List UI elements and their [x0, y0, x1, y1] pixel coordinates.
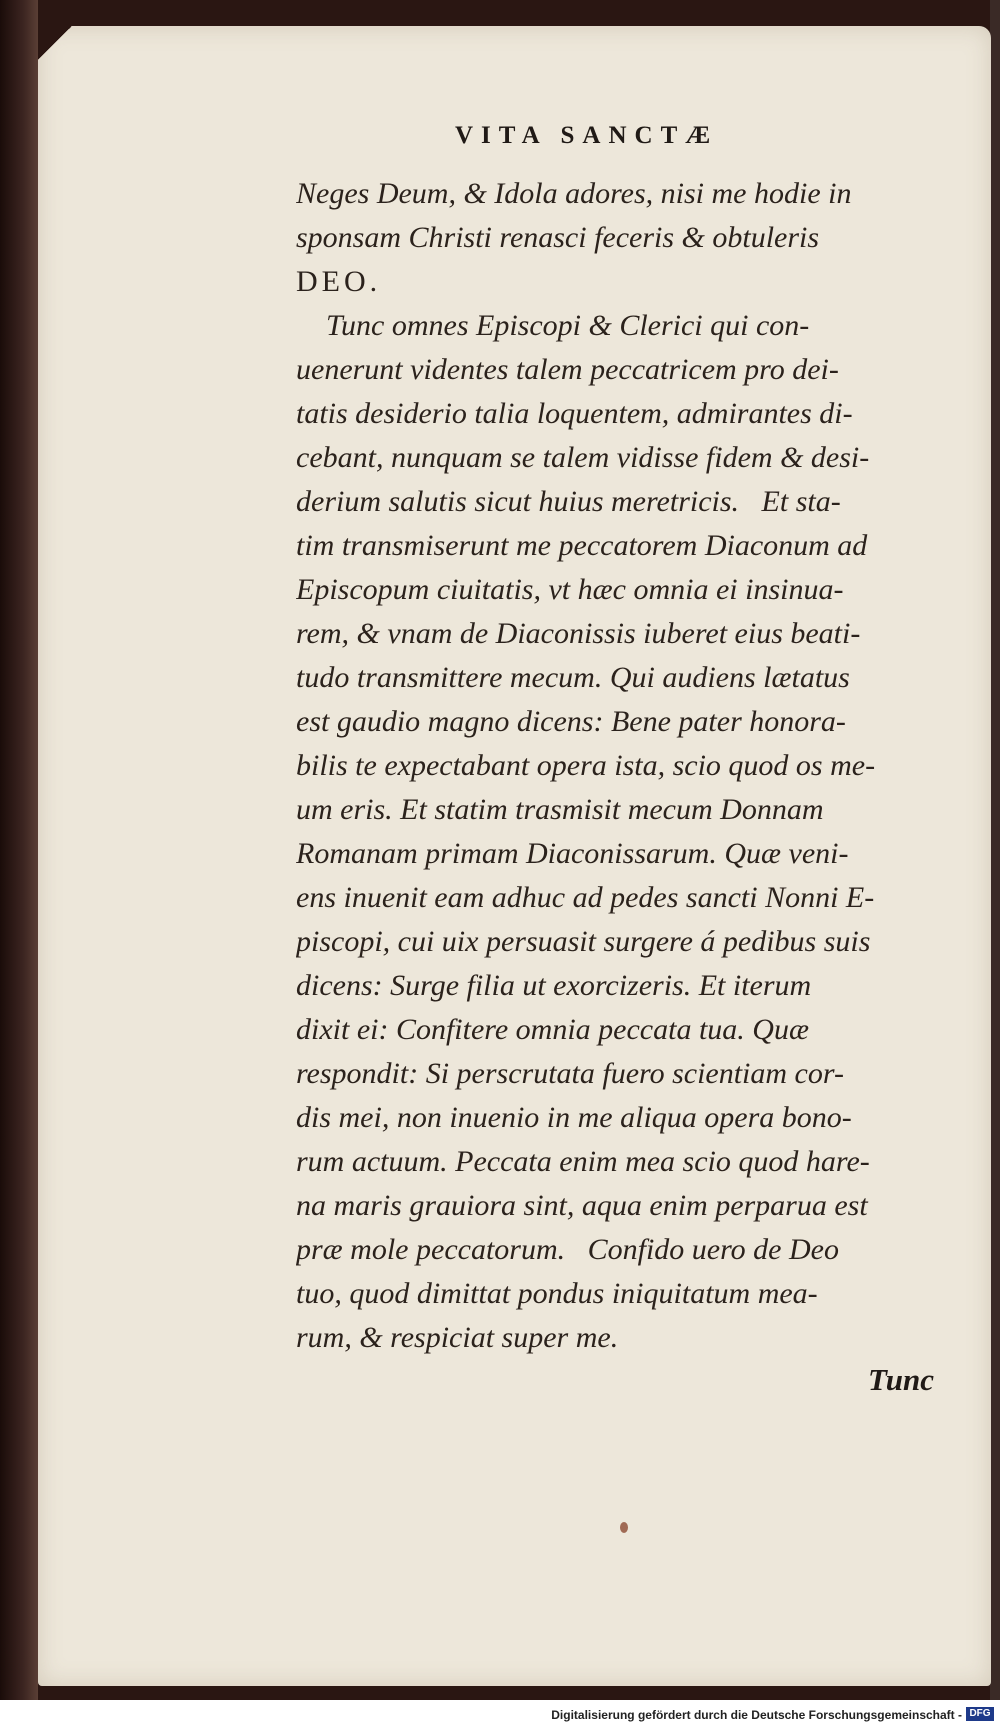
- text-line: Episcopum ciuitatis, vt hæc omnia ei insinua-: [296, 573, 844, 606]
- text-line: derium salutis sicut huius meretricis. Et sta-: [296, 485, 841, 518]
- catchword: Tunc: [868, 1362, 935, 1397]
- text-line: præ mole peccatorum. Confido uero de Deo: [296, 1233, 839, 1266]
- page-edge-shadow: [990, 0, 1000, 1700]
- text-line: rum actuum. Peccata enim mea scio quod hare-: [296, 1145, 870, 1178]
- text-line: Neges Deum, & Idola adores, nisi me hodie in: [296, 177, 852, 210]
- text-line: dicens: Surge filia ut exorcizeris. Et iterum: [296, 969, 812, 1002]
- text-line: tuo, quod dimittat pondus iniquitatum mea-: [296, 1277, 818, 1310]
- digitization-credit: Digitalisierung gefördert durch die Deutsche Forschungsgemeinschaft -: [551, 1708, 962, 1722]
- text-line: cebant, nunquam se talem vidisse fidem & desi-: [296, 441, 870, 474]
- text-line: um eris. Et statim trasmisit mecum Donnam: [296, 793, 824, 826]
- page-text-block: [296, 172, 962, 1360]
- text-line: DEO.: [296, 265, 382, 298]
- text-line: dis mei, non inuenio in me aliqua opera bono-: [296, 1101, 852, 1134]
- running-head: VITA SANCTÆ: [455, 122, 719, 149]
- text-line: dixit ei: Confitere omnia peccata tua. Quæ: [296, 1013, 809, 1046]
- text-line: Romanam primam Diaconissarum. Quæ veni-: [296, 837, 849, 870]
- text-line: na maris grauiora sint, aqua enim perparua est: [296, 1189, 868, 1222]
- text-line: tim transmiserunt me peccatorem Diaconum ad: [296, 529, 868, 562]
- text-line: Tunc omnes Episcopi & Clerici qui con-: [296, 309, 810, 342]
- text-line: bilis te expectabant opera ista, scio quod os me-: [296, 749, 876, 782]
- text-line: rum, & respiciat super me.: [296, 1321, 619, 1354]
- book-binding-edge: [0, 0, 38, 1700]
- text-line: uenerunt videntes talem peccatricem pro dei-: [296, 353, 839, 386]
- text-line: rem, & vnam de Diaconissis iuberet eius beati-: [296, 617, 861, 650]
- dfg-logo-icon: DFG: [966, 1707, 994, 1721]
- text-line: tudo transmittere mecum. Qui audiens lætatus: [296, 661, 850, 694]
- text-line: piscopi, cui uix persuasit surgere á pedibus suis: [296, 925, 871, 958]
- text-line: ens inuenit eam adhuc ad pedes sancti Nonni E-: [296, 881, 875, 914]
- text-line: respondit: Si perscrutata fuero scientiam cor-: [296, 1057, 844, 1090]
- ink-spot: [620, 1522, 628, 1533]
- text-line: tatis desiderio talia loquentem, admirantes di-: [296, 397, 853, 430]
- text-line: sponsam Christi renasci feceris & obtuleris: [296, 221, 820, 254]
- text-line: est gaudio magno dicens: Bene pater honora-: [296, 705, 846, 738]
